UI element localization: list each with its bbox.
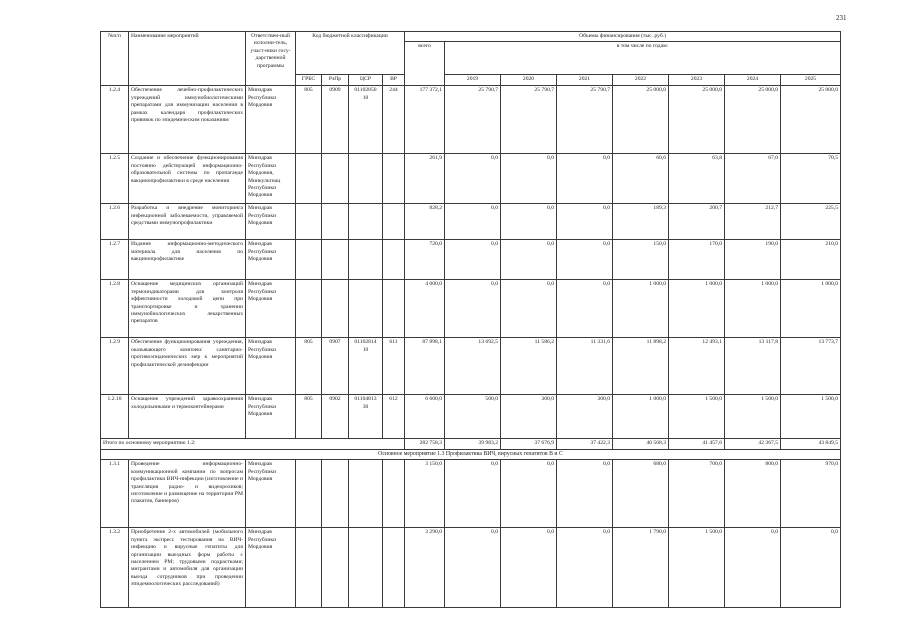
budget-table — [100, 31, 841, 608]
row-year-value: 212,7 — [725, 204, 781, 240]
row-year-value: 190,0 — [725, 240, 781, 280]
table-row — [101, 528, 841, 608]
header-volumes: Объемы финансирования (тыс. руб.) — [405, 32, 841, 42]
row-year-value: 11 331,6 — [557, 338, 613, 395]
row-rzpr — [322, 204, 349, 240]
subtotal-year-value: 39 983,2 — [445, 439, 501, 449]
row-year-value: 0,0 — [501, 204, 557, 240]
row-total: 3 150,0 — [405, 460, 445, 528]
row-executor: Минздрав Республики Мордовия — [246, 204, 296, 240]
row-executor: Минздрав Республики Мордовия — [246, 86, 296, 154]
row-number: 1.2.7 — [101, 240, 129, 280]
row-year-value: 1 000,0 — [725, 280, 781, 338]
row-year-value: 1 500,0 — [781, 395, 841, 439]
row-csr: 01102814 10 — [349, 338, 383, 395]
row-number: 1.2.6 — [101, 204, 129, 240]
row-year-value: 60,6 — [613, 154, 669, 204]
row-year-value: 0,0 — [501, 528, 557, 608]
row-vr — [383, 280, 405, 338]
section-title: Основное мероприятие 1.3 Профилактика ВИЧ, вирусных гепатитов В и С — [101, 449, 841, 460]
row-year-value: 1 000,0 — [781, 280, 841, 338]
table-row — [101, 460, 841, 528]
row-year-value: 0,0 — [445, 528, 501, 608]
header-total: всего — [405, 42, 445, 86]
row-csr — [349, 204, 383, 240]
row-grbs — [296, 240, 322, 280]
row-grbs — [296, 528, 322, 608]
row-year-value: 225,5 — [781, 204, 841, 240]
row-executor: Минздрав Республики Мордовия, Минкультнац Республики Мордовия — [246, 154, 296, 204]
subtotal-label: Итого по основному мероприятию 1.2: — [101, 439, 405, 449]
row-year-value: 700,0 — [669, 460, 725, 528]
row-csr — [349, 280, 383, 338]
subtotal-year-value: 40 568,3 — [613, 439, 669, 449]
table-row — [101, 204, 841, 240]
subtotal-total: 282 758,3 — [405, 439, 445, 449]
row-grbs — [296, 280, 322, 338]
row-grbs — [296, 460, 322, 528]
row-csr — [349, 154, 383, 204]
row-year-value: 0,0 — [557, 528, 613, 608]
row-name: Разработка и внедрение мониторинга инфекционной заболеваемости, управляемой средствами иммунопрофилактики — [129, 204, 246, 240]
subtotal-year-value: 37 422,3 — [557, 439, 613, 449]
header-vr: ВР — [383, 75, 405, 86]
subtotal-year-value: 42 367,5 — [725, 439, 781, 449]
row-executor: Минздрав Республики Мордовия — [246, 528, 296, 608]
row-year-value: 0,0 — [445, 204, 501, 240]
row-number: 1.3.1 — [101, 460, 129, 528]
row-number: 1.2.8 — [101, 280, 129, 338]
row-year-value: 0,0 — [557, 280, 613, 338]
table-body — [101, 32, 841, 608]
row-grbs — [296, 154, 322, 204]
row-csr: 01102850 10 — [349, 86, 383, 154]
row-total: 828,2 — [405, 204, 445, 240]
row-year-value: 25 000,0 — [613, 86, 669, 154]
row-number: 1.2.4 — [101, 86, 129, 154]
row-csr — [349, 528, 383, 608]
row-year-value: 25 790,7 — [557, 86, 613, 154]
row-year-value: 500,0 — [445, 395, 501, 439]
row-year-value: 0,0 — [557, 240, 613, 280]
row-year-value: 13 692,5 — [445, 338, 501, 395]
row-year-value: 1 000,0 — [613, 395, 669, 439]
header-year: 2024 — [725, 75, 781, 86]
row-number: 1.2.9 — [101, 338, 129, 395]
row-executor: Минздрав Республики Мордовия — [246, 240, 296, 280]
row-rzpr — [322, 240, 349, 280]
row-year-value: 0,0 — [781, 528, 841, 608]
row-csr — [349, 460, 383, 528]
row-year-value: 11 586,2 — [501, 338, 557, 395]
table-row — [101, 154, 841, 204]
header-year: 2022 — [613, 75, 669, 86]
header-year: 2020 — [501, 75, 557, 86]
header-name: Наименование мероприятий — [129, 32, 246, 86]
table-row — [101, 86, 841, 154]
row-rzpr — [322, 154, 349, 204]
row-year-value: 150,0 — [613, 240, 669, 280]
row-total: 261,9 — [405, 154, 445, 204]
row-executor: Минздрав Республики Мордовия — [246, 395, 296, 439]
subtotal-year-value: 41 457,6 — [669, 439, 725, 449]
row-rzpr — [322, 280, 349, 338]
row-year-value: 1 790,0 — [613, 528, 669, 608]
section-row — [101, 449, 841, 460]
row-executor: Минздрав Республики Мордовия — [246, 460, 296, 528]
row-rzpr — [322, 528, 349, 608]
row-name: Проведение информационно-коммуникационной компании по вопросам профилактики ВИЧ-инфекции (изготовление и трансляция радио- и видеороликов; изготовление и размещение на территории РМ плакатов, баннеров) — [129, 460, 246, 528]
subtotal-year-value: 37 676,9 — [501, 439, 557, 449]
header-executor: Ответствен-ный исполни-тель, участ-ники госу-дарственной программы — [246, 32, 296, 86]
header-num: №п/п — [101, 32, 129, 86]
header-csr: ЦСР — [349, 75, 383, 86]
row-name: Оснащение учреждений здравоохранения холодильниками и термоконтейнерами — [129, 395, 246, 439]
row-year-value: 0,0 — [501, 240, 557, 280]
row-year-value: 1 500,0 — [669, 395, 725, 439]
row-year-value: 800,0 — [725, 460, 781, 528]
table-row — [101, 240, 841, 280]
row-year-value: 0,0 — [725, 528, 781, 608]
row-name: Приобретение 2-х автомобилей (мобильного пункта экспресс тестирования на ВИЧ-инфекцию и вирусные гепатиты для организации выездных форм работы с населением РМ; трудовыми подрастками; мигрантами и автомобиля для организации выезда сотрудников при проведении эпидемиологических расследований) — [129, 528, 246, 608]
row-grbs — [296, 204, 322, 240]
row-total: 6 600,0 — [405, 395, 445, 439]
row-total: 3 290,0 — [405, 528, 445, 608]
header-grbs: ГРБС — [296, 75, 322, 86]
row-grbs: 805 — [296, 338, 322, 395]
row-rzpr: 0907 — [322, 338, 349, 395]
header-year: 2025 — [781, 75, 841, 86]
header-by-years: в том числе по годам: — [445, 42, 841, 75]
row-year-value: 0,0 — [445, 460, 501, 528]
row-year-value: 13 773,7 — [781, 338, 841, 395]
row-name: Издание информационно-методического материала для населения по вакцинопрофилактике — [129, 240, 246, 280]
row-number: 1.2.5 — [101, 154, 129, 204]
row-year-value: 25 790,7 — [445, 86, 501, 154]
row-number: 1.2.10 — [101, 395, 129, 439]
row-year-value: 70,5 — [781, 154, 841, 204]
row-vr: 244 — [383, 86, 405, 154]
header-rzpr: РзПр — [322, 75, 349, 86]
page-number: 231 — [836, 14, 847, 22]
row-vr: 612 — [383, 395, 405, 439]
row-name: Обеспечение функционирования учреждения, оказывающего комплекс санитарно-противоэпидемических мер к мероприятий профилактической дезинфекции — [129, 338, 246, 395]
row-year-value: 25 000,0 — [781, 86, 841, 154]
row-csr: 01104813 30 — [349, 395, 383, 439]
row-year-value: 1 500,0 — [669, 528, 725, 608]
table-row — [101, 338, 841, 395]
row-total: 4 000,0 — [405, 280, 445, 338]
row-rzpr: 0909 — [322, 86, 349, 154]
row-year-value: 13 117,8 — [725, 338, 781, 395]
row-name: Создание и обеспечение функционирования постоянно действующей информационно-образовательной системы по пропаганде вакцинопрофилактики в среде населения — [129, 154, 246, 204]
row-year-value: 0,0 — [501, 280, 557, 338]
row-executor: Минздрав Республики Мордовия — [246, 280, 296, 338]
table-row — [101, 280, 841, 338]
row-total: 720,0 — [405, 240, 445, 280]
row-year-value: 0,0 — [445, 280, 501, 338]
row-year-value: 25 790,7 — [501, 86, 557, 154]
row-year-value: 0,0 — [557, 204, 613, 240]
row-year-value: 1 500,0 — [725, 395, 781, 439]
row-number: 1.3.2 — [101, 528, 129, 608]
row-year-value: 0,0 — [501, 154, 557, 204]
row-vr — [383, 154, 405, 204]
row-grbs: 805 — [296, 86, 322, 154]
row-year-value: 1 000,0 — [613, 280, 669, 338]
row-name: Оснащение медицинских организаций термоиндикаторами для контроля эффективности холодовой цепи при транспортировке и хранении иммунобиологических лекарственных препаратов — [129, 280, 246, 338]
row-year-value: 200,7 — [669, 204, 725, 240]
row-vr — [383, 528, 405, 608]
subtotal-row — [101, 439, 841, 449]
row-year-value: 25 000,0 — [725, 86, 781, 154]
row-vr: 611 — [383, 338, 405, 395]
header-year: 2019 — [445, 75, 501, 86]
row-csr — [349, 240, 383, 280]
row-grbs: 805 — [296, 395, 322, 439]
row-year-value: 680,0 — [613, 460, 669, 528]
row-vr — [383, 460, 405, 528]
row-year-value: 11 898,2 — [613, 338, 669, 395]
row-year-value: 189,3 — [613, 204, 669, 240]
row-year-value: 67,0 — [725, 154, 781, 204]
row-year-value: 0,0 — [557, 154, 613, 204]
row-rzpr — [322, 460, 349, 528]
row-name: Обеспечение лечебно-профилактических учреждений иммунобиологическими препаратами для иммунизации населения в рамках календаря профилактических прививок по эпидемическим показаниям — [129, 86, 246, 154]
row-year-value: 63,8 — [669, 154, 725, 204]
row-vr — [383, 204, 405, 240]
row-year-value: 0,0 — [445, 240, 501, 280]
header-year: 2023 — [669, 75, 725, 86]
row-year-value: 970,0 — [781, 460, 841, 528]
row-year-value: 210,0 — [781, 240, 841, 280]
row-rzpr: 0902 — [322, 395, 349, 439]
row-vr — [383, 240, 405, 280]
row-year-value: 12 493,1 — [669, 338, 725, 395]
header-row-1 — [101, 32, 841, 42]
row-total: 87 898,1 — [405, 338, 445, 395]
row-year-value: 1 000,0 — [669, 280, 725, 338]
row-year-value: 300,0 — [501, 395, 557, 439]
row-year-value: 300,0 — [557, 395, 613, 439]
row-total: 177 372,1 — [405, 86, 445, 154]
header-year: 2021 — [557, 75, 613, 86]
subtotal-year-value: 43 849,5 — [781, 439, 841, 449]
row-year-value: 170,0 — [669, 240, 725, 280]
row-year-value: 0,0 — [445, 154, 501, 204]
row-year-value: 25 000,0 — [669, 86, 725, 154]
row-executor: Минздрав Республики Мордовия — [246, 338, 296, 395]
row-year-value: 0,0 — [557, 460, 613, 528]
header-codes: Код бюджетной классификации — [296, 32, 405, 75]
table-row — [101, 395, 841, 439]
row-year-value: 0,0 — [501, 460, 557, 528]
